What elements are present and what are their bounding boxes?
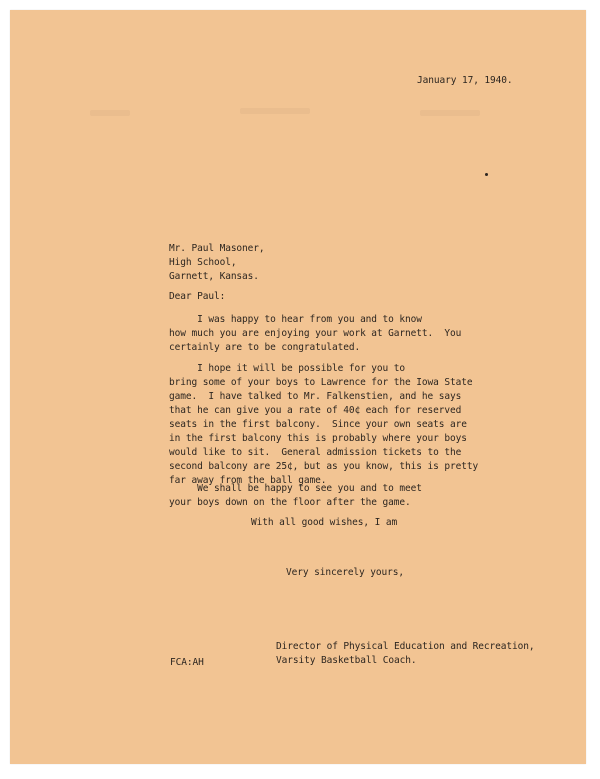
signature-title [276,640,535,668]
paragraph-1 [169,313,559,355]
paragraph-line: game. I have talked to Mr. Falkenstien, and he says [169,391,462,402]
paragraph-line: that he can give you a rate of 40¢ each for reserved [169,405,462,416]
recipient-line: Mr. Paul Masoner, [169,243,265,254]
paragraph-line: I hope it will be possible for you to [169,363,406,374]
signoff: Very sincerely yours, [286,567,405,578]
paragraph-line: in the first balcony this is probably where your boys [169,433,467,444]
paragraph-3 [169,482,559,510]
paragraph-line: We shall be happy to see you and to meet [169,483,422,494]
bleed-through-mark [240,108,310,114]
paragraph-line: I was happy to hear from you and to know [169,314,422,325]
bleed-through-mark [90,110,130,116]
paragraph-line: how much you are enjoying your work at Garnett. You [169,328,462,339]
paragraph-line: second balcony are 25¢, but as you know, this is pretty [169,461,479,472]
letter-page [10,10,586,764]
paragraph-line: seats in the first balcony. Since your own seats are [169,419,467,430]
letter-date: January 17, 1940. [417,75,513,86]
paragraph-line: certainly are to be congratulated. [169,342,361,353]
bleed-through-mark [420,110,480,116]
paragraph-line: far away from the ball game. [169,475,327,486]
title-line: Varsity Basketball Coach. [276,655,417,666]
typist-initials: FCA:AH [170,657,204,668]
title-line: Director of Physical Education and Recreation, [276,641,535,652]
closing-line: With all good wishes, I am [251,517,398,528]
recipient-line: High School, [169,257,237,268]
paragraph-2 [169,362,559,488]
paragraph-line: bring some of your boys to Lawrence for the Iowa State [169,377,473,388]
salutation: Dear Paul: [169,291,226,302]
recipient-line: Garnett, Kansas. [169,271,259,282]
ink-speck [485,173,488,176]
paragraph-line: would like to sit. General admission tickets to the [169,447,462,458]
paragraph-line: your boys down on the floor after the game. [169,497,411,508]
recipient-address [169,242,265,284]
